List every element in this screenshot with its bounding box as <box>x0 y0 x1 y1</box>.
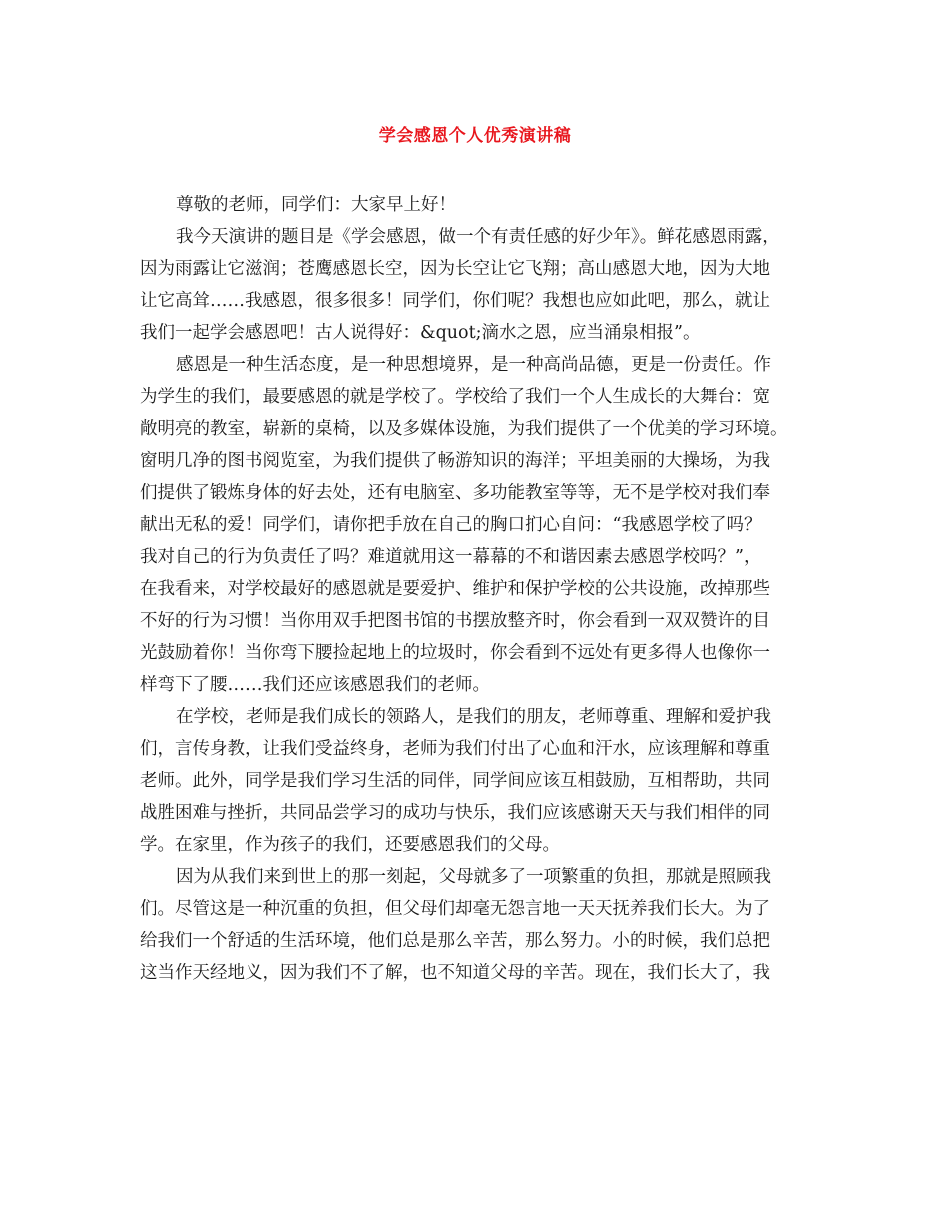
paragraph-line: 为学生的我们，最要感恩的就是学校了。学校给了我们一个人生成长的大舞台：宽 <box>140 387 770 407</box>
paragraph-line: 给我们一个舒适的生活环境，他们总是那么辛苦，那么努力。小的时候，我们总把 <box>140 931 770 951</box>
paragraph-line: 感恩是一种生活态度，是一种思想境界，是一种高尚品德，更是一份责任。作 <box>176 355 771 375</box>
paragraph-line: 因为雨露让它滋润；苍鹰感恩长空，因为长空让它飞翔；高山感恩大地，因为大地 <box>140 259 770 279</box>
paragraph-line: 窗明几净的图书阅览室，为我们提供了畅游知识的海洋；平坦美丽的大操场，为我 <box>140 451 770 471</box>
paragraph-line: 在学校，老师是我们成长的领路人，是我们的朋友，老师尊重、理解和爱护我 <box>176 707 771 727</box>
paragraph-line: 们，言传身教，让我们受益终身，老师为我们付出了心血和汗水，应该理解和尊重 <box>140 739 770 759</box>
paragraph-line: 我们一起学会感恩吧！古人说得好：&quot;滴水之恩，应当涌泉相报”。 <box>140 323 701 343</box>
paragraph-line: 们。尽管这是一种沉重的负担，但父母们却毫无怨言地一天天抚养我们长大。为了 <box>140 899 770 919</box>
paragraph-line: 尊敬的老师，同学们：大家早上好！ <box>176 195 456 215</box>
paragraph-line: 老师。此外，同学是我们学习生活的同伴，同学间应该互相鼓励，互相帮助，共同 <box>140 771 770 791</box>
paragraph-line: 光鼓励着你！当你弯下腰捡起地上的垃圾时，你会看到不远处有更多得人也像你一 <box>140 643 770 663</box>
paragraph-line: 这当作天经地义，因为我们不了解，也不知道父母的辛苦。现在，我们长大了，我 <box>140 963 770 983</box>
paragraph-line: 因为从我们来到世上的那一刻起，父母就多了一项繁重的负担，那就是照顾我 <box>176 867 771 887</box>
paragraph-line: 们提供了锻炼身体的好去处，还有电脑室、多功能教室等等，无不是学校对我们奉 <box>140 483 770 503</box>
paragraph-line: 战胜困难与挫折，共同品尝学习的成功与快乐，我们应该感谢天天与我们相伴的同 <box>140 803 770 823</box>
paragraph-line: 在我看来，对学校最好的感恩就是要爱护、维护和保护学校的公共设施，改掉那些 <box>140 579 770 599</box>
document-title: 学会感恩个人优秀演讲稿 <box>378 126 572 146</box>
document-body <box>140 189 828 989</box>
paragraph-line: 我今天演讲的题目是《学会感恩，做一个有责任感的好少年》。鲜花感恩雨露， <box>176 227 780 247</box>
paragraph-line: 献出无私的爱！同学们，请你把手放在自己的胸口扪心自问：“我感恩学校了吗？ <box>140 515 762 535</box>
paragraph-line: 让它高耸……我感恩，很多很多！同学们，你们呢？我想也应如此吧，那么，就让 <box>140 291 770 311</box>
paragraph-line: 不好的行为习惯！当你用双手把图书馆的书摆放整齐时，你会看到一双双赞许的目 <box>140 611 770 631</box>
paragraph-line: 样弯下了腰……我们还应该感恩我们的老师。 <box>140 675 490 695</box>
paragraph-line: 敞明亮的教室，崭新的桌椅，以及多媒体设施，为我们提供了一个优美的学习环境。 <box>140 419 788 439</box>
paragraph-line: 学。在家里，作为孩子的我们，还要感恩我们的父母。 <box>140 835 560 855</box>
paragraph-line: 我对自己的行为负责任了吗？难道就用这一幕幕的不和谐因素去感恩学校吗？”， <box>140 547 762 567</box>
